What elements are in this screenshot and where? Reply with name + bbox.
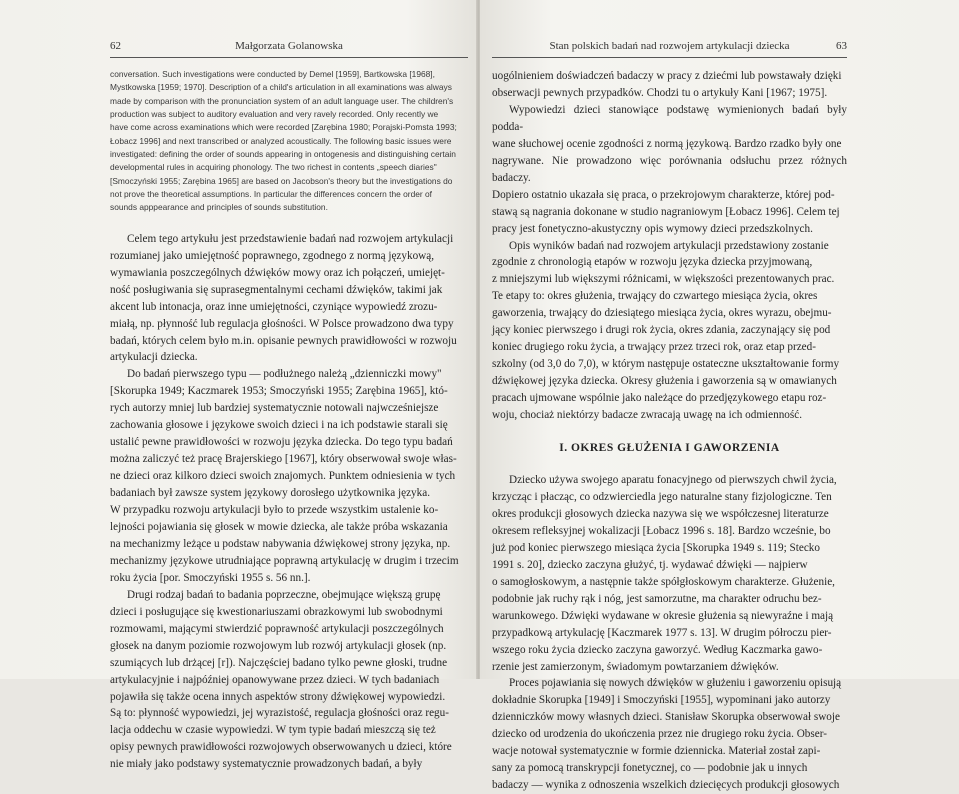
text-line: zachowania głosowe i językowe swoich dzieci i na ich podstawie starali się	[110, 419, 448, 432]
text-line: rozumianej jako umiejętność poprawnego, zgodnego z normą językową,	[110, 249, 435, 262]
text-line: Są to: płynność wypowiedzi, jej wyrazistość, regulacja głośności oraz regu-	[110, 707, 449, 720]
text-line: miałą, np. płynność lub regulacja głośności. W Polsce prowadzono dwa typy	[110, 317, 454, 330]
left-running-title: Małgorzata Golanowska	[235, 40, 343, 52]
summary-line: investigated: defining the order of sounds appearing in ontogenesis and distinguishing certain	[110, 149, 456, 160]
text-line: rzenie jest zamierzonym, świadomym powtarzaniem dźwięków.	[492, 660, 779, 673]
text-line: zgodnie z chronologią etapów w rozwoju języka dziecka przyjmowaną,	[492, 256, 813, 269]
text-line: okres produkcji głosowych dziecka nazywa się we współczesnej literaturze	[492, 507, 829, 520]
text-line: Celem tego artykułu jest przedstawienie badań nad rozwojem artykulacji	[127, 232, 454, 245]
text-line: można zaliczyć też pracę Brajerskiego [1967], który obserwował swoje włas-	[110, 453, 457, 466]
text-line: szumiących lub drżącej [r]). Najczęściej badano tylko pewne głoski, trudne	[110, 656, 448, 669]
text-line: akcent lub intonacja, oraz inne umiejętności, czyniące wypowiedź zrozu-	[110, 300, 438, 313]
text-line: obserwacji pewnych przypadków. Chodzi tu o artykuły Kani [1967; 1975].	[492, 86, 828, 99]
left-paragraph-3	[110, 587, 468, 773]
text-line: Drugi rodzaj badań to badania poprzeczne, obejmujące większą grupę	[127, 588, 441, 601]
right-header-rule	[492, 57, 847, 58]
text-line: ne dzieci oraz kilkoro dzieci swoich znajomych. Punktem odniesienia w tych	[110, 470, 456, 483]
text-line: nagrywane. Nie prowadzono więc porównania odsłuchu przez różnych badaczy.	[492, 154, 847, 184]
right-page-number: 63	[836, 40, 847, 52]
text-line: rych autorzy mniej lub bardziej systematycznie notowali najwcześniejsze	[110, 402, 439, 415]
summary-line: Mystkowska [1959; 1970]. Description of a child's articulation in all examinations was always	[110, 82, 452, 93]
right-paragraph-3	[492, 472, 847, 675]
summary-line: made by comparison with the pronunciation system of an adult language user. The children's	[110, 95, 454, 106]
text-line: lejności pojawiania się głosek w mowie dziecka, ale także próba wskazania	[110, 520, 448, 533]
text-line: dźwiękowej języka dziecka. Okresy głużenia i gaworzenia są w omawianych	[492, 375, 837, 388]
text-line: opisy pewnych prawidłowości rozwojowych obserwowanych u dzieci, które	[110, 741, 452, 754]
text-line: nie miały jako podstawy systematycznie prowadzonych badań, a były	[110, 758, 423, 771]
left-page	[0, 0, 478, 771]
text-line: pojawiła się także ocena innych aspektów strony dźwiękowej wypowiedzi.	[110, 690, 446, 703]
text-line: artykulacji dziecka.	[110, 351, 198, 364]
text-line: wszego roku życia dziecko zaczyna gaworzyć. Według Kaczmarka gawo-	[492, 643, 823, 656]
text-line: Opis wyników badań nad rozwojem artykulacji przedstawiony zostanie	[509, 239, 829, 252]
summary-line: conversation. Such investigations were conducted by Demel [1959], Bartkowska [1968],	[110, 69, 435, 79]
right-running-title: Stan polskich badań nad rozwojem artykulacji dziecka	[549, 40, 790, 52]
left-paragraph-2	[110, 366, 468, 586]
text-line: pracy jest fonetyczno-akustyczny opis wymowy dzieci przedszkolnych.	[492, 222, 813, 235]
text-line: Proces pojawiania się nowych dźwięków w głużeniu i gaworzeniu opisują	[509, 677, 842, 690]
text-line: roku życia [por. Smoczyński 1955 s. 56 nn.].	[110, 571, 311, 584]
text-line: stawą są nagrania dokonane w studio nagraniowym [Łobacz 1996]. Celem tej	[492, 205, 840, 218]
text-line: ustalić pewne prawidłowości w rozwoju języka dziecka. Do tego typu badań	[110, 436, 453, 449]
text-line: dzieci i posługujące się kwestionariuszami obrazkowymi lub swobodnymi	[110, 605, 443, 618]
text-line: Wypowiedzi dzieci stanowiące podstawę wymienionych badań były podda-	[492, 103, 847, 133]
text-line: już pod koniec pierwszego miesiąca życia [Skorupka 1949 s. 119; Stecko	[492, 541, 820, 554]
text-line: sany za pomocą transkrypcji fonetycznej, co — podobnie jak u innych	[492, 762, 808, 775]
right-paragraph-2	[492, 238, 847, 424]
summary-line: production was subject to auditory evaluation and very ravely recorded. Only recently we	[110, 109, 439, 120]
text-line: koniec drugiego roku życia, a trwający przez trzeci rok, oraz etap przed-	[492, 341, 816, 354]
text-line: przypadkową artykulację [Kaczmarek 1977 s. 13]. W drugim półroczu pier-	[492, 626, 832, 639]
text-line: Te etapy to: okres głużenia, trwający do czwartego miesiąca życia, okres	[492, 290, 818, 303]
section-heading: I. OKRES GŁUŻENIA I GAWORZENIA	[559, 442, 780, 455]
summary-line: not prove the theoretical assumptions. In particular the differences concern the order of	[110, 189, 432, 200]
text-line: artykulacyjnie i najpóźniej opanowywane przez dzieci. W tych badaniach	[110, 673, 440, 686]
text-line: krzycząc i płacząc, co odzwierciedla jego naturalne stany fizjologiczne. Ten	[492, 490, 832, 503]
text-line: Dziecko używa swojego aparatu fonacyjnego od pierwszych chwil życia,	[509, 474, 837, 487]
summary-line: sounds apppearance and principles of sounds substitution.	[110, 202, 328, 213]
text-line: wacje notował systematycznie w formie dziennicka. Materiał został zapi-	[492, 745, 821, 758]
text-line: badaniach był zawsze system językowy dorosłego użytkownika języka.	[110, 487, 430, 500]
text-line: głosek na danym poziomie rozwojowym lub rozwój artykulacji głosek (np.	[110, 639, 447, 652]
summary-line: Łobacz 1996] and next transcribed or analyzed acoustically. The following basic issues were	[110, 135, 452, 146]
right-paragraph-1	[492, 68, 847, 238]
english-summary	[110, 68, 468, 215]
text-line: na mechanizmy leżące u podstaw nabywania dźwiękowej strony języka, np.	[110, 537, 451, 550]
text-line: dzienniczków mowy własnych dzieci. Stanisław Skorupka obserwował swoje	[492, 711, 840, 724]
text-line: W przypadku rozwoju artykulacji było to przede wszystkim ustalenie ko-	[110, 504, 439, 517]
right-page-header	[492, 40, 847, 56]
text-line: dziecko od urodzenia do ukończenia przez nie drugiego roku życia. Obser-	[492, 728, 827, 741]
text-line: woju, chociaż niektórzy badacze zwracają uwagę na ich odmienność.	[492, 409, 802, 422]
text-line: Dopiero ostatnio ukazała się praca, o przekrojowym charakterze, której pod-	[492, 188, 835, 201]
left-paragraph-1	[110, 231, 468, 367]
text-line: szkolny (od 3,0 do 7,0), w którym następuje ostateczne ukształtowanie formy	[492, 358, 840, 371]
text-line: okresem refleksyjnej wokalizacji [Łobacz 1996 s. 18]. Bardzo wcześnie, bo	[492, 524, 831, 537]
text-line: badaczy — wynika z odnoszenia wszelkich dziecięcych produkcji głosowych	[492, 779, 840, 792]
text-line: [Skorupka 1949; Kaczmarek 1953; Smoczyński 1955; Zarębina 1965], któ-	[110, 385, 448, 398]
text-line: Do badań pierwszego typu — podłużnego należą „dzienniczki mowy"	[127, 368, 442, 381]
text-line: dokładnie Skorupka [1949] i Smoczyński [1955], wypominani jako autorzy	[492, 694, 831, 707]
text-line: z mniejszymi lub większymi różnicami, w większości prezentowanych prac.	[492, 273, 835, 286]
summary-line: [Smoczyński 1955; Zarębina 1965] are based on Jacobson's theory but the investigations do	[110, 175, 453, 186]
text-line: rozmowami, mającymi stwierdzić poprawność artykulacji poszczególnych	[110, 622, 444, 635]
text-line: wane słuchowej ocenie zgodności z normą językową. Bardzo rzadko były one	[492, 137, 842, 150]
left-header-rule	[110, 57, 468, 58]
text-line: jący koniec pierwszego i drugi rok życia, okres zdania, zaczynający się pod	[492, 324, 831, 337]
text-line: pracach ujmowane wspólnie jako należące do przedjęzykowego etapu roz-	[492, 392, 827, 405]
text-line: badań, których celem było m.in. opisanie pewnych prawidłowości w rozwoju	[110, 334, 457, 347]
left-page-number: 62	[110, 40, 121, 52]
summary-line: developmental rules in acquiring phonology. The two richest in contents „speech diaries"	[110, 162, 437, 173]
text-line: wymawiania poszczególnych dźwięków mowy oraz ich połączeń, umiejęt-	[110, 266, 445, 279]
right-paragraph-4	[492, 675, 847, 794]
text-line: 1991 s. 20], dziecko zaczyna głużyć, tj. wydawać dźwięki — najpierw	[492, 558, 808, 571]
text-line: gaworzenia, trwający do dziesiątego miesiąca życia, okres wyrazu, obejmu-	[492, 307, 832, 320]
right-page	[480, 0, 959, 792]
text-line: mechanizmy językowe utrudniające poprawną artykulację w drugim i trzecim	[110, 554, 459, 567]
text-line: o samogłoskowym, a następnie także spółgłoskowym charakterze. Głużenie,	[492, 575, 835, 588]
text-line: warunkowego. Dźwięki wydawane w okresie głużenia są niewyraźne i mają	[492, 609, 834, 622]
text-line: uogólnieniem doświadczeń badaczy w pracy z dziećmi lub powstawały dzięki	[492, 70, 842, 82]
text-line: podobnie jak ruchy rąk i nóg, jest samorzutne, ma charakter odruchu bez-	[492, 592, 822, 605]
text-line: ność posługiwania się suprasegmentalnymi cechami dźwięków, takimi jak	[110, 283, 443, 296]
text-line: lacja oddechu w czasie wypowiedzi. W tym typie badań mieszczą się też	[110, 724, 436, 737]
left-page-header	[110, 40, 468, 56]
summary-line: have come across examinations which were recorded [Zarębina 1980; Porajski-Pomsta 1993;	[110, 122, 457, 133]
